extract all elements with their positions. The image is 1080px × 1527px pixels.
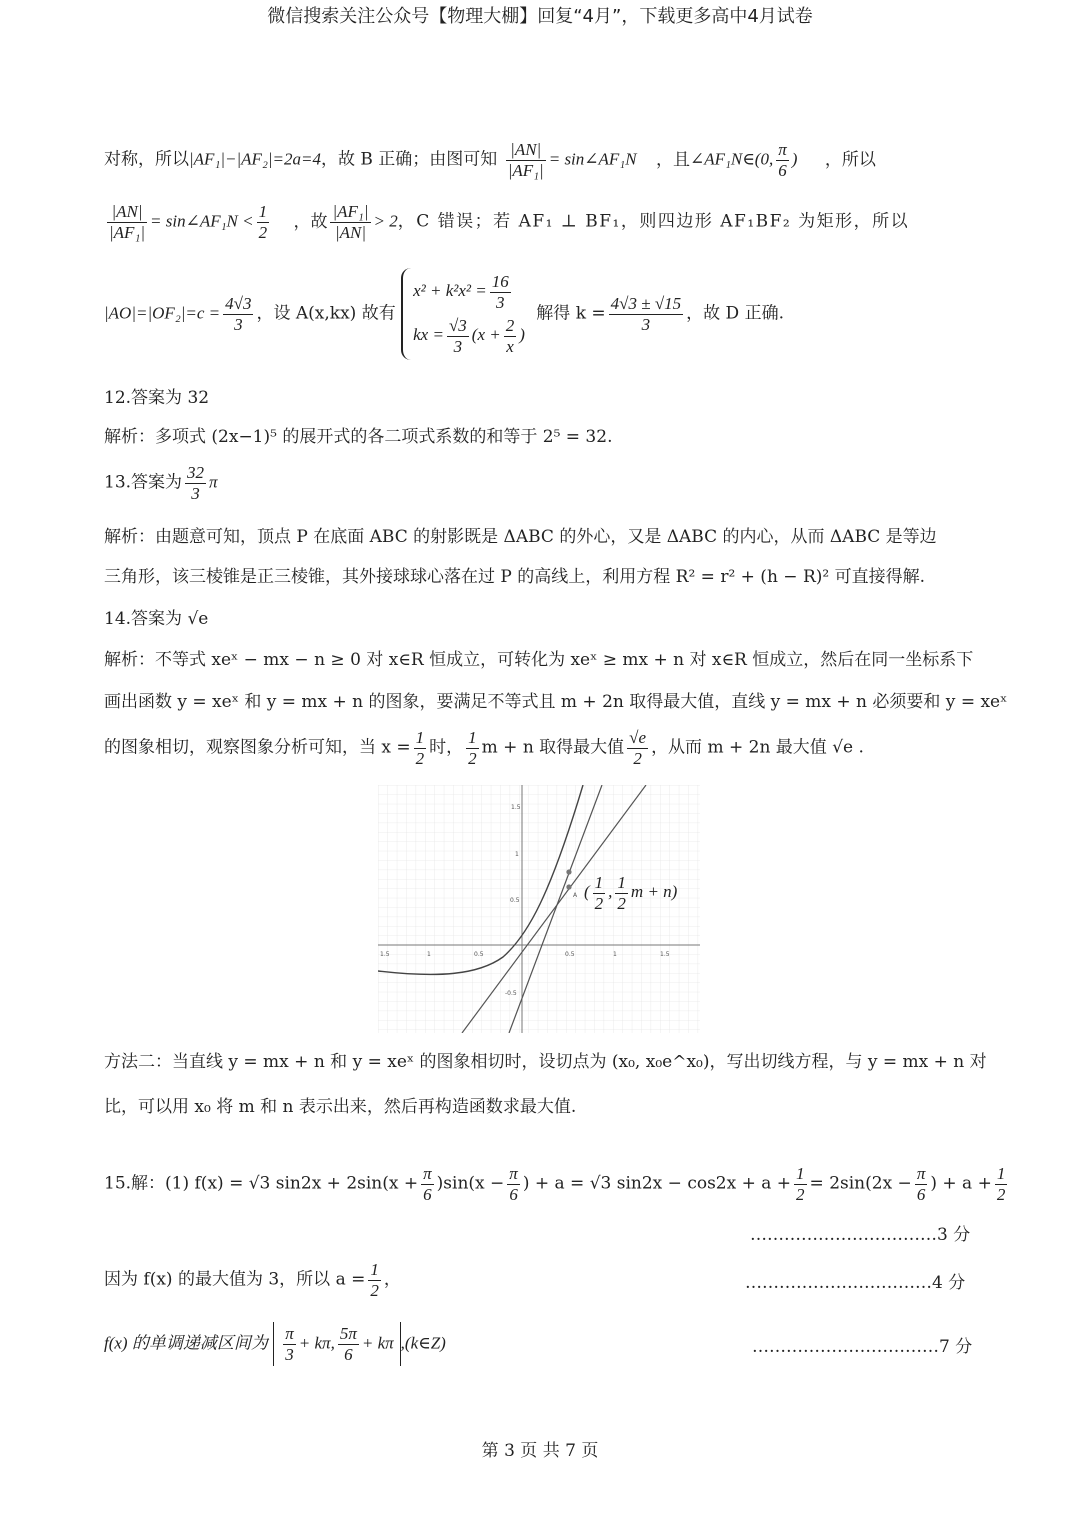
tick-label: 1.5 bbox=[660, 951, 670, 958]
q14-analysis-1: 解析：不等式 xeˣ − mx − n ≥ 0 对 x∈R 恒成立，可转化为 xeˣ ≥ mx + n 对 x∈R 恒成立，然后在同一坐标系下 bbox=[104, 650, 974, 670]
math: |AF₁|−|AF₂|=2a=4 bbox=[189, 149, 321, 169]
interval-bracket: $\frac{\pi}{3}$ + kπ, $\frac{5\pi}{6}$ + kπ bbox=[273, 1322, 400, 1366]
fraction: $\frac{\pi}{6}$ bbox=[778, 140, 787, 180]
tick-label: 1 bbox=[427, 951, 431, 958]
math: = sin∠AF₁N bbox=[548, 149, 637, 169]
tick-label: 1 bbox=[515, 851, 519, 858]
tick-label: -0.5 bbox=[505, 990, 517, 997]
tick-label: 0.5 bbox=[510, 897, 520, 904]
p11-line-3 bbox=[104, 268, 784, 360]
score-7: ……………………………7 分 bbox=[752, 1337, 973, 1357]
q14-analysis-2: 画出函数 y = xeˣ 和 y = mx + n 的图象，要满足不等式且 m + 2n 取得最大值，直线 y = mx + n 必须要和 y = xeˣ bbox=[104, 692, 1008, 712]
q15-line-3: f(x) 的单调递减区间为 $\frac{\pi}{3}$ + kπ, $\frac{5\pi}{6}$ + kπ ,(k∈Z) bbox=[104, 1322, 446, 1366]
text: ，故 B 正确；由图可知 bbox=[320, 149, 498, 170]
text: ，且 bbox=[655, 149, 690, 170]
q14-method2-2: 比，可以用 x₀ 将 m 和 n 表示出来，然后再构造函数求最大值. bbox=[104, 1097, 577, 1117]
tick-label: 0.5 bbox=[565, 951, 575, 958]
math: = sin∠AF₁N < bbox=[150, 211, 254, 231]
q13-analysis-1: 解析：由题意可知，顶点 P 在底面 ABC 的射影既是 ΔABC 的外心，又是 ΔABC 的内心，从而 ΔABC 是等边 bbox=[104, 527, 937, 547]
math: |AO|=|OF₂|=c = bbox=[104, 303, 221, 323]
math: ) bbox=[791, 149, 798, 169]
tick-label: 1.5 bbox=[380, 951, 390, 958]
q13-answer: 13.答案为 $\frac{32}{3}$ π bbox=[104, 463, 218, 503]
tangent-point bbox=[566, 869, 571, 874]
math: ∠AF₁N∈(0, bbox=[689, 149, 774, 169]
text: ，C 错误；若 AF₁ ⊥ BF₁，则四边形 AF₁BF₂ 为矩形，所以 bbox=[397, 211, 910, 232]
q12-analysis: 解析：多项式 (2x−1)⁵ 的展开式的各二项式系数的和等于 2⁵ = 32. bbox=[104, 427, 613, 447]
tick-label: 1.5 bbox=[511, 804, 521, 811]
fraction: $\frac{\text{|AF₁|}}{|AN|}$ bbox=[332, 202, 369, 242]
text: ，所以 bbox=[824, 149, 876, 170]
fraction: $\frac{|AN|}{\text{|AF₁|}}$ bbox=[109, 202, 146, 242]
text: ，设 A(x,kx) 故有 bbox=[256, 303, 396, 324]
math: > 2 bbox=[373, 211, 398, 231]
fraction: $\frac{4√3 \pm √15}{3}$ bbox=[610, 294, 682, 334]
text: ，故 D 正确. bbox=[686, 303, 784, 324]
q13-analysis-2: 三角形，该三棱锥是正三棱锥，其外接球球心落在过 P 的高线上，利用方程 R² = r² + (h − R)² 可直接得解. bbox=[104, 567, 925, 587]
score-4: ……………………………4 分 bbox=[745, 1273, 966, 1293]
q15-line-1: 15.解：(1) f(x) = √3 sin2x + 2sin(x + $\frac{\pi}{6}$ )sin(x − $\frac{\pi}{6}$ ) + a = √3 sin2x − cos2x + a + $\frac{1}{2}$ = 2sin(2x − $\frac{\pi}{6}$ ) + a + $\frac{1}{2}$ bbox=[104, 1164, 1006, 1204]
fraction: $\frac{1}{2}$ bbox=[258, 202, 268, 242]
download-banner: 微信搜索关注公众号【物理大棚】回复“4月”，下载更多高中4月试卷 bbox=[267, 6, 813, 27]
q14-method2-1: 方法二：当直线 y = mx + n 和 y = xeˣ 的图象相切时，设切点为 (x₀, x₀e^x₀)，写出切线方程，与 y = mx + n 对 bbox=[104, 1052, 987, 1072]
page-footer: 第 3 页 共 7 页 bbox=[481, 1441, 599, 1461]
tick-label: 0.5 bbox=[474, 951, 484, 958]
p11-line-1 bbox=[104, 140, 876, 180]
q15-line-2: 因为 f(x) 的最大值为 3，所以 a = $\frac{1}{2}$ ， bbox=[104, 1260, 401, 1300]
fraction: $\frac{|AN|}{\text{|AF₁|}}$ bbox=[507, 140, 544, 180]
text: 对称，所以 bbox=[104, 149, 189, 170]
q12-answer: 12.答案为 32 bbox=[104, 388, 210, 408]
fraction: $\frac{4√3}{3}$ bbox=[225, 294, 252, 334]
score-3: ……………………………3 分 bbox=[750, 1225, 971, 1245]
q14-answer: 14.答案为 √e bbox=[104, 609, 209, 629]
tangent-point bbox=[566, 884, 571, 889]
graph-annotation: ( $\frac{1}{2}$ , $\frac{1}{2}$ m + n) bbox=[584, 873, 678, 913]
point-label: A bbox=[573, 892, 578, 899]
p11-line-2 bbox=[104, 202, 909, 242]
text: 解得 k = bbox=[536, 303, 606, 324]
tick-label: 1 bbox=[613, 951, 617, 958]
equation-system: x² + k²x² = $\frac{16}{3}$ kx = $\frac{√3}{3}$ (x + $\frac{2}{x}$ ) bbox=[401, 268, 531, 360]
q14-analysis-3: 的图象相切，观察图象分析可知，当 x = $\frac{1}{2}$ 时， $\frac{1}{2}$ m + n 取得最大值 $\frac{√e}{2}$ ，从而 m + 2n 最大值 √e . bbox=[104, 728, 864, 768]
text: ，故 bbox=[293, 211, 328, 232]
